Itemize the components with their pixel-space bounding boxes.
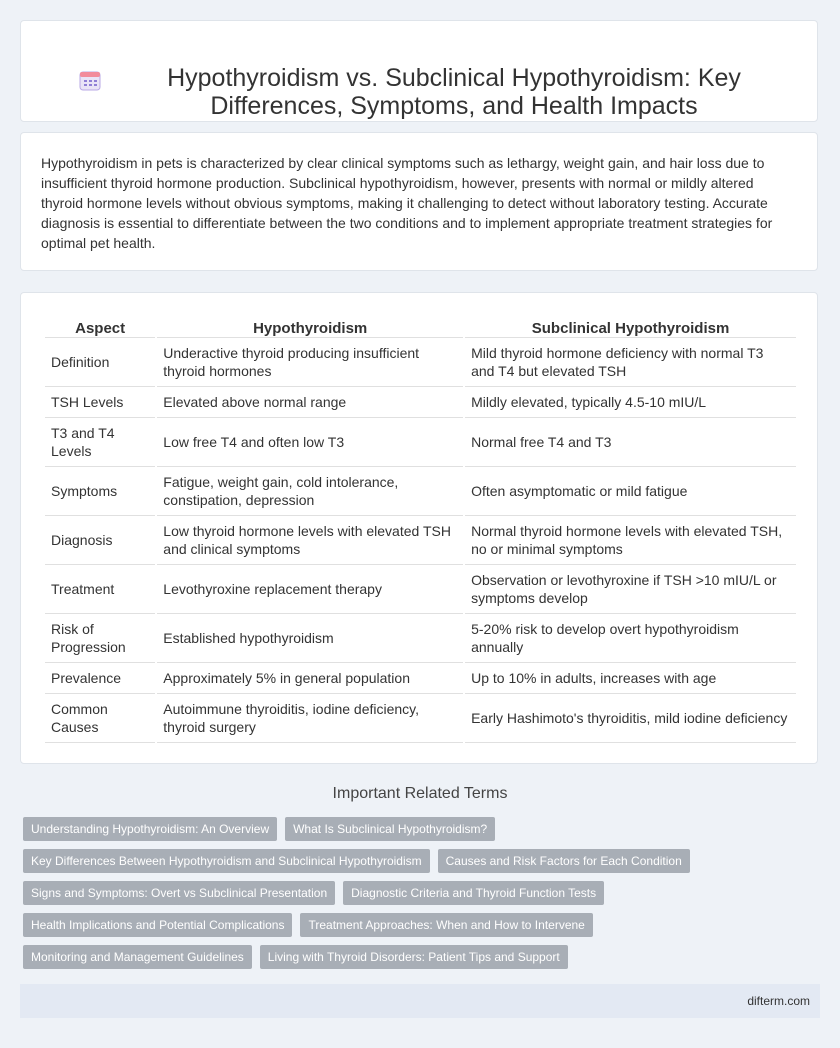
table-row bbox=[45, 467, 796, 516]
intro-card bbox=[20, 132, 818, 271]
table-row bbox=[45, 565, 796, 614]
cell-hypo: Low thyroid hormone levels with elevated TSH and clinical symptoms bbox=[157, 516, 463, 565]
cell-subclinical: Observation or levothyroxine if TSH >10 mIU/L or symptoms develop bbox=[465, 565, 796, 614]
cell-hypo: Underactive thyroid producing insufficient thyroid hormones bbox=[157, 338, 463, 387]
table-header-row bbox=[45, 315, 796, 338]
table-row bbox=[45, 338, 796, 387]
cell-subclinical: Up to 10% in adults, increases with age bbox=[465, 663, 796, 694]
table-row bbox=[45, 663, 796, 694]
table-row bbox=[45, 694, 796, 743]
table-row bbox=[45, 614, 796, 663]
related-term-tag[interactable]: Understanding Hypothyroidism: An Overview bbox=[23, 817, 277, 841]
related-term-tag[interactable]: Living with Thyroid Disorders: Patient Tips and Support bbox=[260, 945, 568, 969]
cell-hypo: Approximately 5% in general population bbox=[157, 663, 463, 694]
cell-hypo: Elevated above normal range bbox=[157, 387, 463, 418]
related-term-tag[interactable]: Diagnostic Criteria and Thyroid Function Tests bbox=[343, 881, 604, 905]
cell-subclinical: Normal thyroid hormone levels with elevated TSH, no or minimal symptoms bbox=[465, 516, 796, 565]
table-row bbox=[45, 516, 796, 565]
cell-subclinical: Often asymptomatic or mild fatigue bbox=[465, 467, 796, 516]
footer bbox=[20, 984, 820, 1018]
cell-hypo: Established hypothyroidism bbox=[157, 614, 463, 663]
comparison-card bbox=[20, 292, 818, 764]
header-subclinical: Subclinical Hypothyroidism bbox=[465, 315, 796, 338]
calendar-icon bbox=[79, 69, 101, 91]
cell-aspect: Risk of Progression bbox=[45, 614, 155, 663]
cell-aspect: Symptoms bbox=[45, 467, 155, 516]
table-row bbox=[45, 418, 796, 467]
cell-aspect: T3 and T4 Levels bbox=[45, 418, 155, 467]
cell-hypo: Levothyroxine replacement therapy bbox=[157, 565, 463, 614]
related-term-tag[interactable]: Health Implications and Potential Complications bbox=[23, 913, 292, 937]
cell-aspect: Diagnosis bbox=[45, 516, 155, 565]
cell-hypo: Autoimmune thyroiditis, iodine deficiency, thyroid surgery bbox=[157, 694, 463, 743]
intro-text: Hypothyroidism in pets is characterized by clear clinical symptoms such as lethargy, weight gain, and hair loss due to insufficient thyroid hormone production. Subclinical hypothyroidism, however, presents with normal or mildly altered thyroid hormone levels without obvious symptoms, making it challenging to detect without laboratory testing. Accurate diagnosis is essential to differentiate between the two conditions and to implement appropriate treatment strategies for optimal pet health. bbox=[41, 155, 773, 251]
cell-hypo: Fatigue, weight gain, cold intolerance, constipation, depression bbox=[157, 467, 463, 516]
related-term-tag[interactable]: Signs and Symptoms: Overt vs Subclinical Presentation bbox=[23, 881, 335, 905]
header-hypothyroidism: Hypothyroidism bbox=[157, 315, 463, 338]
cell-subclinical: Mildly elevated, typically 4.5-10 mIU/L bbox=[465, 387, 796, 418]
cell-subclinical: Normal free T4 and T3 bbox=[465, 418, 796, 467]
cell-aspect: Definition bbox=[45, 338, 155, 387]
page-title: Hypothyroidism vs. Subclinical Hypothyroidism: Key Differences, Symptoms, and Health Impacts bbox=[167, 64, 741, 120]
cell-subclinical: 5-20% risk to develop overt hypothyroidism annually bbox=[465, 614, 796, 663]
cell-aspect: Common Causes bbox=[45, 694, 155, 743]
related-term-tag[interactable]: Monitoring and Management Guidelines bbox=[23, 945, 252, 969]
cell-aspect: Prevalence bbox=[45, 663, 155, 694]
related-term-tag[interactable]: Key Differences Between Hypothyroidism and Subclinical Hypothyroidism bbox=[23, 849, 430, 873]
related-terms-title: Important Related Terms bbox=[332, 785, 508, 802]
related-terms-tags bbox=[23, 817, 813, 977]
cell-aspect: TSH Levels bbox=[45, 387, 155, 418]
cell-subclinical: Mild thyroid hormone deficiency with normal T3 and T4 but elevated TSH bbox=[465, 338, 796, 387]
table-row bbox=[45, 387, 796, 418]
title-card bbox=[20, 20, 818, 122]
related-term-tag[interactable]: Causes and Risk Factors for Each Condition bbox=[438, 849, 690, 873]
footer-site-link[interactable]: difterm.com bbox=[747, 994, 810, 1008]
cell-subclinical: Early Hashimoto's thyroiditis, mild iodine deficiency bbox=[465, 694, 796, 743]
cell-aspect: Treatment bbox=[45, 565, 155, 614]
related-term-tag[interactable]: What Is Subclinical Hypothyroidism? bbox=[285, 817, 495, 841]
header-aspect: Aspect bbox=[45, 315, 155, 338]
comparison-table bbox=[43, 315, 798, 743]
cell-hypo: Low free T4 and often low T3 bbox=[157, 418, 463, 467]
related-term-tag[interactable]: Treatment Approaches: When and How to Intervene bbox=[300, 913, 592, 937]
